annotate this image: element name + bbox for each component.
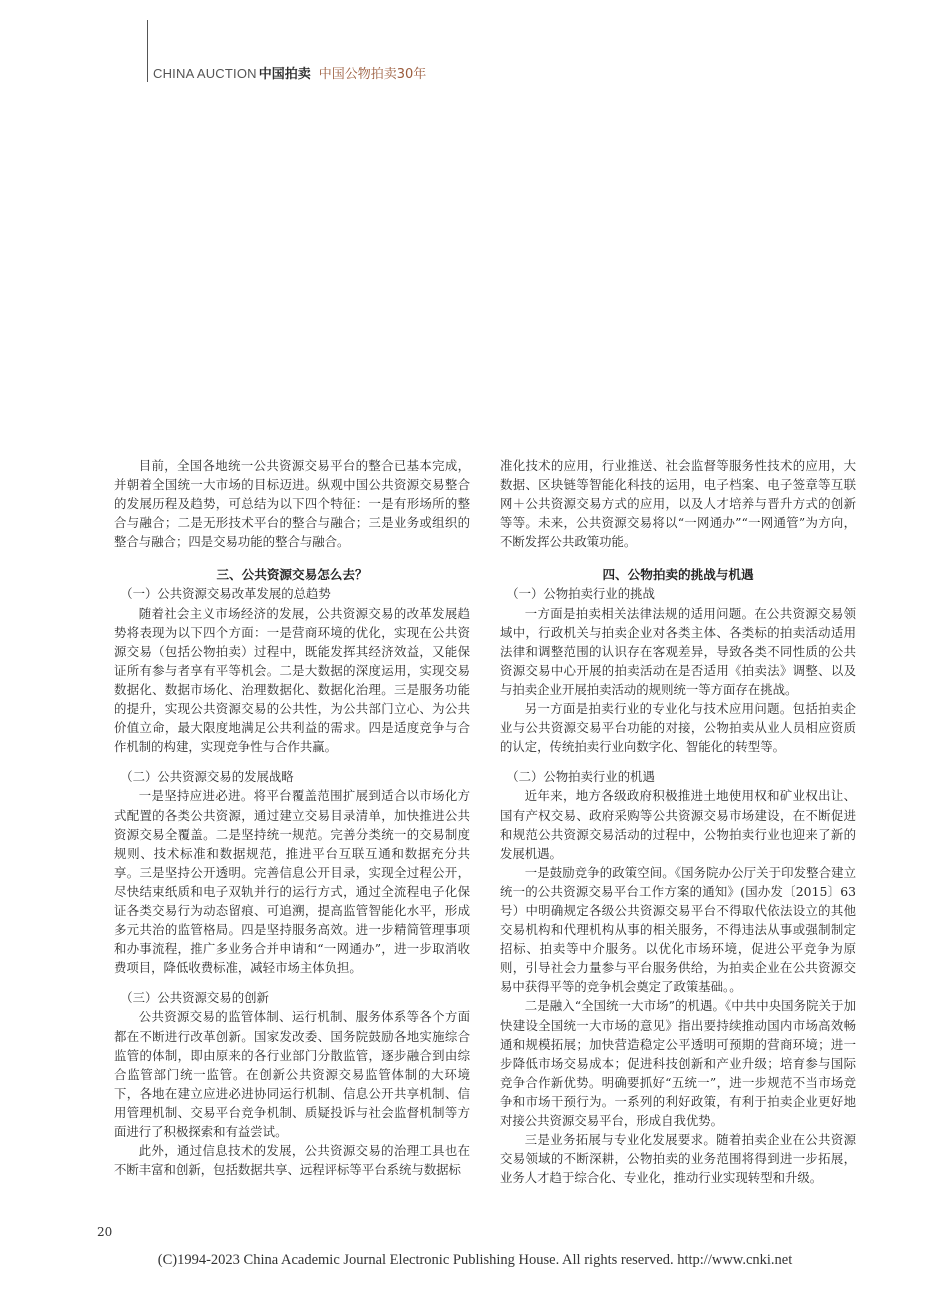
paragraph: 三是业务拓展与专业化发展要求。随着拍卖企业在公共资源交易领域的不断深耕，公物拍卖的业务范围将得到进一步拓展，业务人才趋于综合化、专业化，推动行业实现转型和升级。 bbox=[500, 1132, 856, 1186]
subsection-heading: （一）公共资源交易改革发展的总趋势 bbox=[120, 586, 331, 602]
paragraph: 准化技术的应用，行业推送、社会监督等服务性技术的应用，大数据、区块链等智能化科技的运用，电子档案、电子签章等互联网＋公共资源交易方式的应用，以及人才培养与晋升方式的创新等等。未来，公共资源交易将以“一网通办”“一网通管”为方向，不断发挥公共政策功能。 bbox=[500, 458, 856, 550]
running-header bbox=[153, 66, 426, 83]
paragraph: 二是融入“全国统一大市场”的机遇。《中共中央国务院关于加快建设全国统一大市场的意见》指出要持续推动国内市场高效畅通和规模拓展；加快营造稳定公平透明可预期的营商环境；进一步降低市场交易成本；促进科技创新和产业升级；培育参与国际竞争合作新优势。明确要抓好“五统一”，进一步规范不当市场竞争和市场干预行为。一系列的利好政策，有利于拍卖企业更好地对接公共资源交易平台，形成自我优势。 bbox=[500, 998, 856, 1128]
paragraph: 一是坚持应进必进。将平台覆盖范围扩展到适合以市场化方式配置的各类公共资源，通过建立交易目录清单，加快推进公共资源交易全覆盖。二是坚持统一规范。完善分类统一的交易制度规则、技术标准和数据规范，推进平台互联互通和数据充分共享。三是坚持公开透明。完善信息公开目录，实现全过程公开，尽快结束纸质和电子双轨并行的运行方式，通过全流程电子化保证各类交易行为动态留痕、可追溯，提高监管智能化水平，形成多元共治的监管格局。四是坚持服务高效。进一步精简管理事项和办事流程，推广多业务合并申请和“一网通办”，进一步取消收费项目，降低收费标准，减轻市场主体负担。 bbox=[114, 788, 470, 976]
paragraph: 目前，全国各地统一公共资源交易平台的整合已基本完成，并朝着全国统一大市场的目标迈进。纵观中国公共资源交易整合的发展历程及趋势，可总结为以下四个特征：一是有形场所的整合与融合；二是无形技术平台的整合与融合；三是业务或组织的整合与融合；四是交易功能的整合与融合。 bbox=[114, 458, 470, 550]
header-subtitle: 中国公物拍卖30年 bbox=[318, 67, 427, 82]
subsection-heading: （三）公共资源交易的创新 bbox=[120, 990, 269, 1006]
header-rule bbox=[147, 20, 148, 82]
subsection-heading: （二）公物拍卖行业的机遇 bbox=[506, 769, 655, 785]
paragraph: 一是鼓励竞争的政策空间。《国务院办公厅关于印发整合建立统一的公共资源交易平台工作方案的通知》(国办发〔2015〕63号）中明确规定各级公共资源交易平台不得取代依法设立的其他交易机构和代理机构从事的相关服务，不得违法从事或强制制定招标、拍卖等中介服务。以优化市场环境，促进公平竞争为原则，引导社会力量参与平台服务供给，为拍卖企业在公共资源交易中获得平等的竞争机会奠定了政策基础。。 bbox=[500, 864, 856, 995]
paragraph: 一方面是拍卖相关法律法规的适用问题。在公共资源交易领域中，行政机关与拍卖企业对各类主体、各类标的拍卖活动适用法律和调整范围的认识存在客观差异，导致各类不同性质的公共资源交易中心开展的拍卖活动在是否适用《拍卖法》调整、以及与拍卖企业开展拍卖活动的规则统一等方面存在挑战。 bbox=[500, 605, 856, 697]
right-column bbox=[500, 456, 856, 1187]
paragraph: 另一方面是拍卖行业的专业化与技术应用问题。包括拍卖企业与公共资源交易平台功能的对接，公物拍卖从业人员相应资质的认定，传统拍卖行业向数字化、智能化的转型等。 bbox=[500, 701, 856, 755]
paragraph: 公共资源交易的监管体制、运行机制、服务体系等各个方面都在不断进行改革创新。国家发改委、国务院鼓励各地实施综合监管的体制，即由原来的各行业部门分散监管，逐步融合到由综合监管部门统一监管。在创新公共资源交易监管体制的大环境下，各地在建立应进必进协同运行机制、信息公开共享机制、信用管理机制、交易平台竞争机制、质疑投诉与社会监督机制等方面进行了积极探索和有益尝试。 bbox=[114, 1009, 470, 1139]
paragraph: 此外，通过信息技术的发展，公共资源交易的治理工具也在不断丰富和创新，包括数据共享、远程评标等平台系统与数据标 bbox=[114, 1143, 470, 1178]
header-cn-title: 中国拍卖 bbox=[258, 67, 311, 82]
subsection-heading: （二）公共资源交易的发展战略 bbox=[120, 769, 294, 785]
section-heading: 四、公物拍卖的挑战与机遇 bbox=[602, 567, 754, 583]
copyright-footer: (C)1994-2023 China Academic Journal Electronic Publishing House. All rights reserved. http://www.cnki.net bbox=[157, 1252, 793, 1268]
subsection-heading: （一）公物拍卖行业的挑战 bbox=[506, 586, 655, 602]
left-column bbox=[114, 456, 470, 1179]
paragraph: 近年来，地方各级政府积极推进土地使用权和矿业权出让、国有产权交易、政府采购等公共资源交易市场建设，在不断促进和规范公共资源交易活动的过程中，公物拍卖行业也迎来了新的发展机遇。 bbox=[500, 788, 856, 861]
section-heading: 三、公共资源交易怎么去？ bbox=[216, 567, 368, 583]
page-number: 20 bbox=[97, 1225, 113, 1239]
header-en-title: CHINA AUCTION bbox=[153, 66, 257, 81]
paragraph: 随着社会主义市场经济的发展，公共资源交易的改革发展趋势将表现为以下四个方面：一是营商环境的优化，实现在公共资源交易（包括公物拍卖）过程中，既能发挥其经济效益，又能保证所有参与者享有平等机会。二是大数据的深度运用，实现交易数据化、数据市场化、治理数据化、数据化治理。三是服务功能的提升，实现公共资源交易的公共性，为公共部门立心、为公共价值立命，最大限度地满足公共利益的需求。四是适度竞争与合作机制的构建，实现竞争性与合作共赢。 bbox=[114, 605, 470, 755]
